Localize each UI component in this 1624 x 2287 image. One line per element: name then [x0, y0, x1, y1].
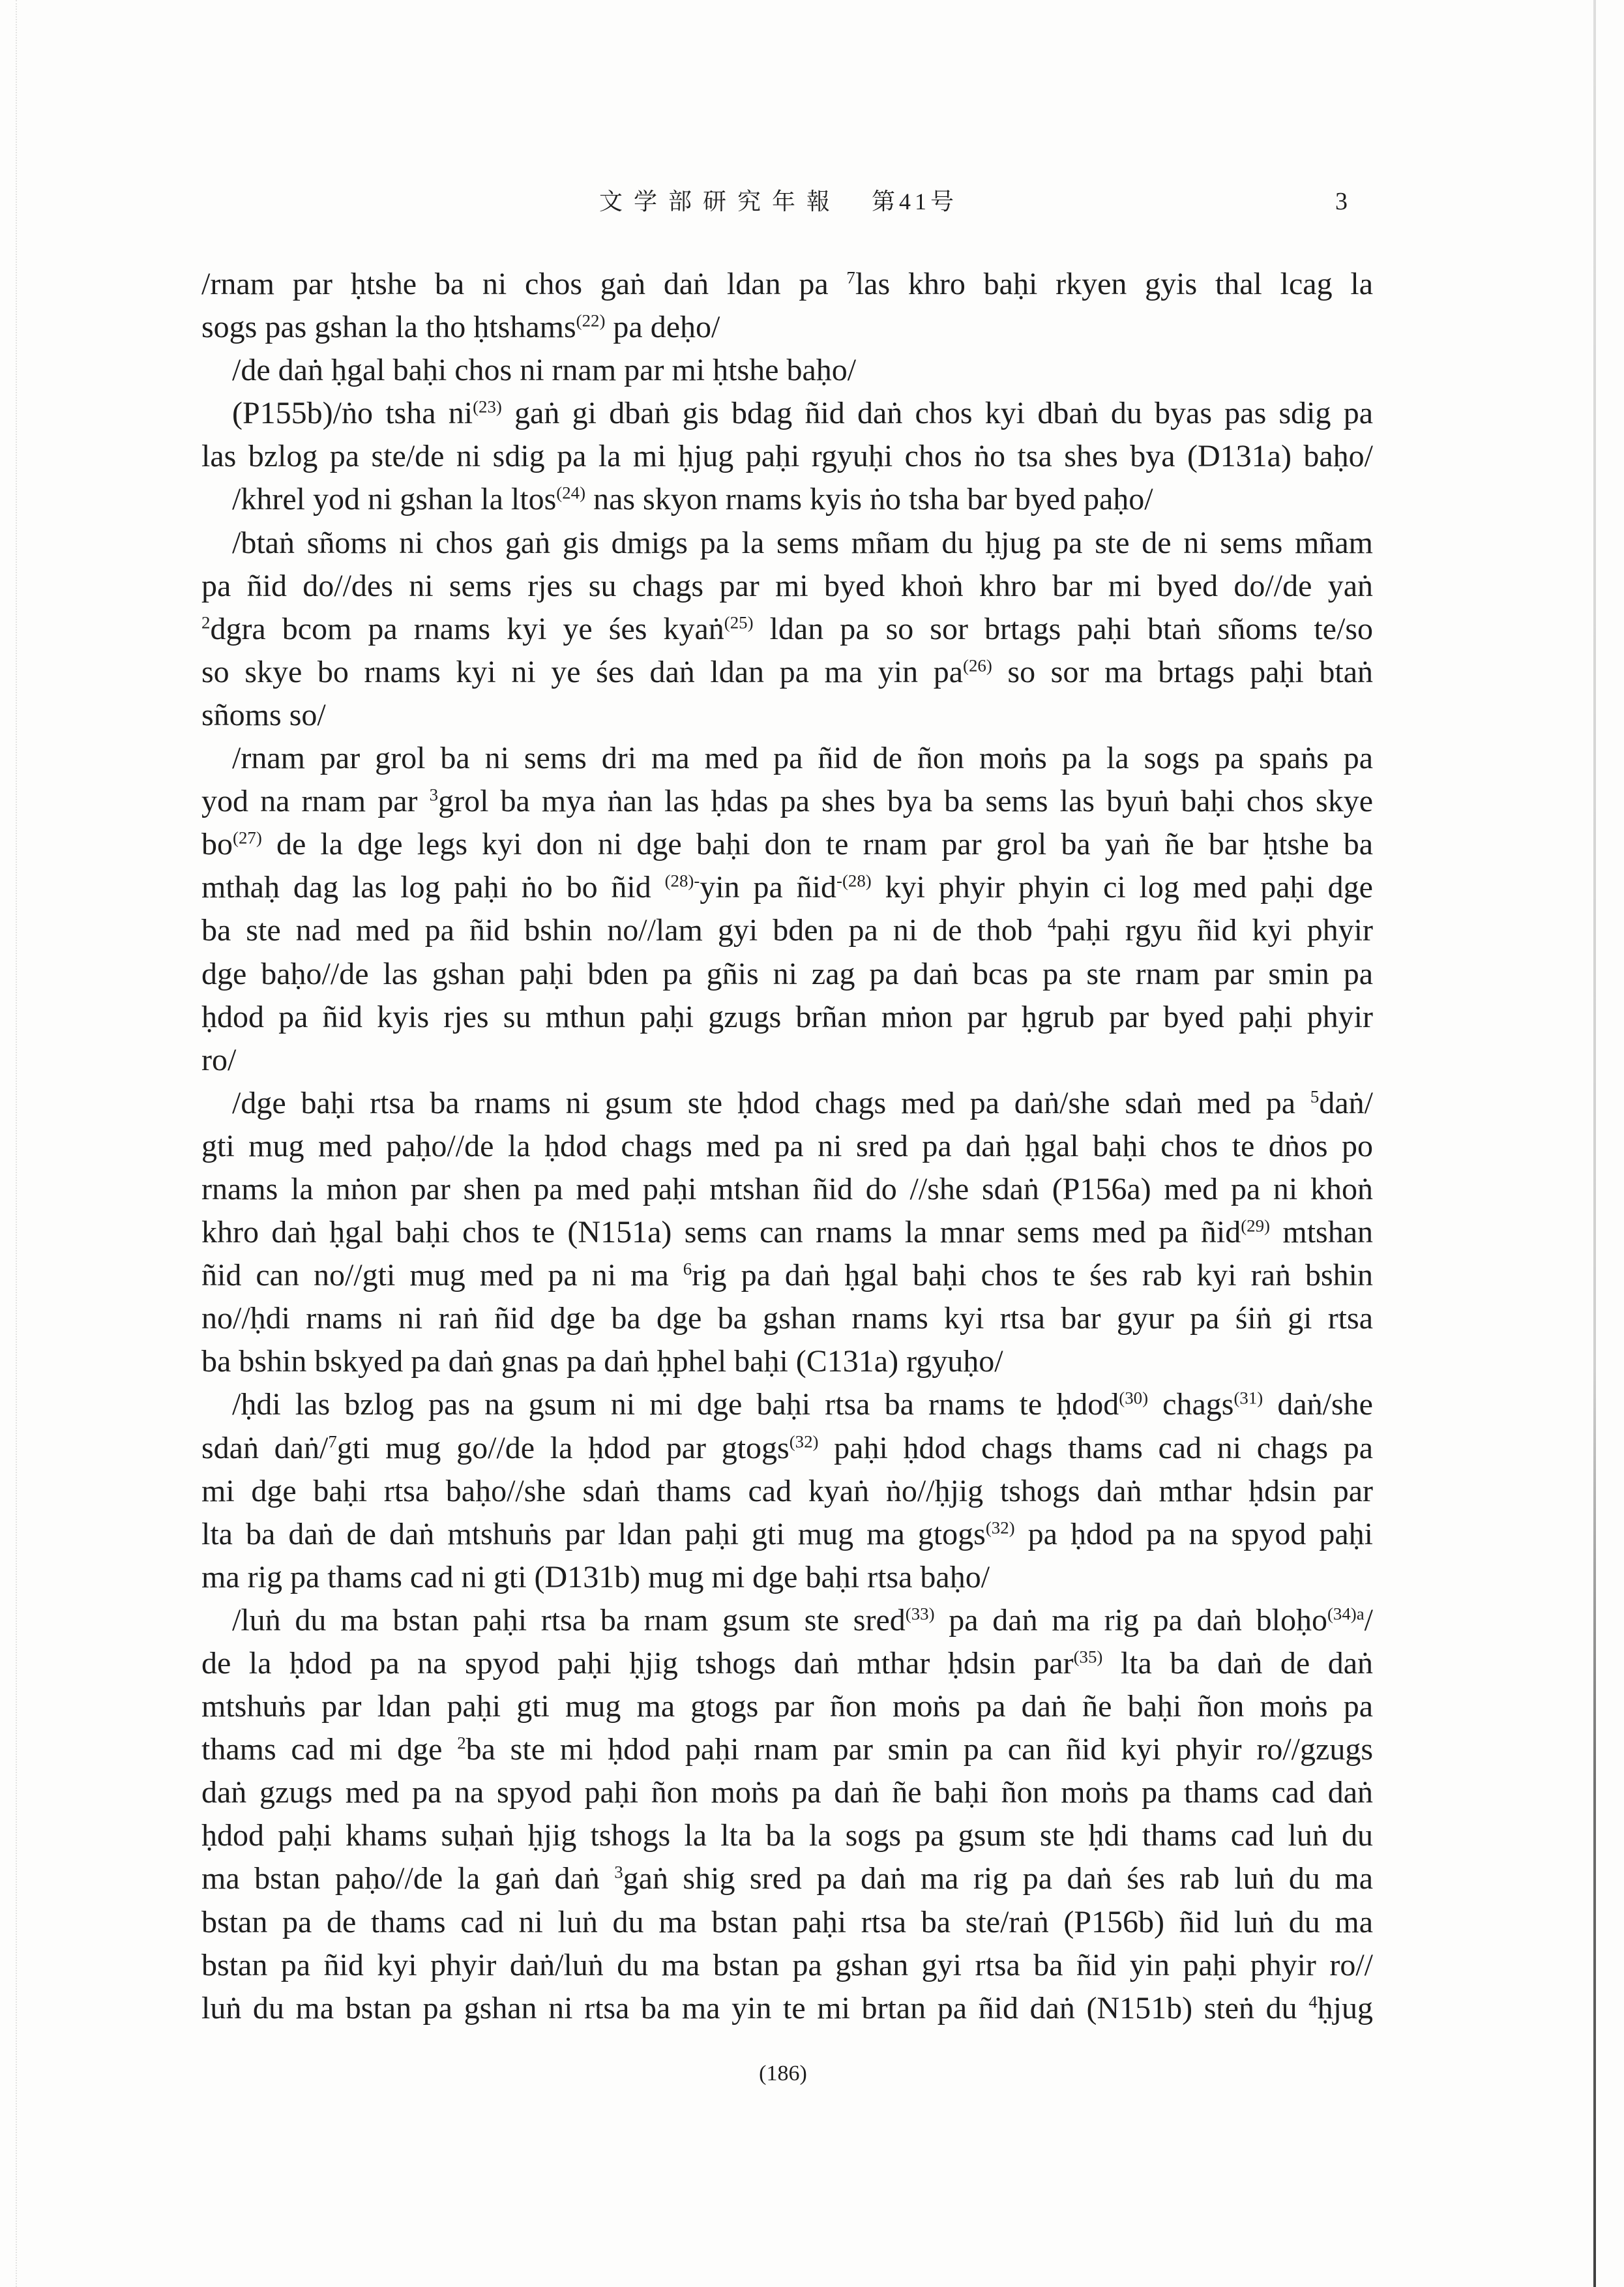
text-run: yod na rnam par	[201, 784, 430, 819]
superscript-marker: (32)	[789, 1431, 819, 1451]
text-line	[201, 1901, 1373, 1944]
text-line	[201, 1125, 1373, 1168]
body-text	[201, 263, 1373, 2030]
text-run: daṅ/	[1319, 1085, 1373, 1120]
footer-page-number: (186)	[759, 2061, 807, 2085]
text-line	[201, 435, 1373, 478]
text-run: pa ḥdod pa na spyod paḥi	[1014, 1516, 1374, 1551]
text-line	[201, 1211, 1373, 1254]
text-run: /de daṅ ḥgal baḥi chos ni rnam par mi ḥtshe baḥo/	[232, 353, 857, 388]
text-line	[201, 1944, 1373, 1987]
text-run: bo	[201, 827, 233, 862]
text-run: ḥjug	[1317, 1990, 1373, 2025]
text-run: /rnam par ḥtshe ba ni chos gaṅ daṅ ldan pa	[201, 267, 847, 301]
text-line	[201, 1297, 1373, 1340]
text-run: pa ñid do//des ni sems rjes su chags par mi byed khoṅ khro bar mi byed do//de yaṅ	[201, 568, 1373, 603]
text-run: grol ba mya ṅan las ḥdas pa shes bya ba sems las byuṅ baḥi chos skye	[438, 784, 1374, 819]
text-run: lta ba daṅ de daṅ mtshuṅs par ldan paḥi gti mug ma gtogs	[201, 1516, 986, 1551]
superscript-marker: (32)	[985, 1517, 1015, 1538]
paragraph	[201, 737, 1373, 1082]
running-header-issue: 第41号	[872, 188, 958, 215]
text-line	[201, 694, 1373, 737]
text-run: chags	[1148, 1387, 1234, 1422]
text-run: ma bstan paḥo//de la gaṅ daṅ	[201, 1861, 615, 1896]
header-page-number: 3	[1335, 188, 1348, 215]
text-line	[201, 1857, 1373, 1900]
text-run: bstan pa de thams cad ni luṅ du ma bstan paḥi rtsa ba ste/raṅ (P156b) ñid luṅ du ma	[201, 1904, 1373, 1939]
text-run: sogs pas gshan la tho ḥtshams	[201, 310, 576, 345]
superscript-marker: (33)	[905, 1604, 935, 1624]
superscript-marker: (35)	[1073, 1647, 1103, 1667]
superscript-marker: 4	[1047, 914, 1057, 934]
text-run: pa daṅ ma rig pa daṅ bloḥo	[934, 1602, 1327, 1637]
text-line	[201, 1771, 1373, 1814]
text-run: so skye bo rnams kyi ni ye śes daṅ ldan pa ma yin pa	[201, 654, 964, 689]
scan-edge-shadow	[1593, 0, 1596, 2287]
paragraph	[201, 1082, 1373, 1384]
text-run: ma rig pa thams cad ni gti (D131b) mug mi dge baḥi rtsa baḥo/	[201, 1559, 990, 1594]
text-run: paḥi ḥdod chags thams cad ni chags pa	[818, 1430, 1374, 1465]
paragraph	[201, 522, 1373, 737]
text-run: mtshuṅs par ldan paḥi gti mug ma gtogs par ñon moṅs pa daṅ ñe baḥi ñon moṅs pa	[201, 1689, 1373, 1724]
text-run: ba bshin bskyed pa daṅ gnas pa daṅ ḥphel baḥi (C131a) rgyuḥo/	[201, 1344, 1003, 1379]
superscript-marker: 6	[683, 1259, 692, 1279]
text-line	[201, 608, 1373, 651]
text-run: /dge baḥi rtsa ba rnams ni gsum ste ḥdod chags med pa daṅ/she sdaṅ med pa	[232, 1085, 1310, 1120]
superscript-marker: 2	[457, 1733, 466, 1753]
text-line	[201, 349, 1373, 392]
text-line	[201, 1427, 1373, 1470]
text-run: rnams la mṅon par shen pa med paḥi mtshan ñid do //she sdaṅ (P156a) med pa ni khoṅ	[201, 1171, 1373, 1206]
text-line	[201, 1082, 1373, 1125]
paragraph	[201, 392, 1373, 478]
text-run: bstan pa ñid kyi phyir daṅ/luṅ du ma bstan pa gshan gyi rtsa ba ñid yin paḥi phyir ro//	[201, 1947, 1373, 1982]
text-line	[201, 1556, 1373, 1599]
text-line	[201, 1685, 1373, 1728]
text-line	[201, 263, 1373, 306]
text-line	[201, 565, 1373, 608]
text-line	[201, 1340, 1373, 1383]
text-run: /luṅ du ma bstan paḥi rtsa ba rnam gsum ste sred	[232, 1602, 906, 1637]
text-run: kyi phyir phyin ci log med paḥi dge	[871, 870, 1373, 905]
text-run: dge baḥo//de las gshan paḥi bden pa gñis ni zag pa daṅ bcas pa ste rnam par smin pa	[201, 956, 1373, 991]
text-run: /	[1364, 1602, 1374, 1637]
text-line	[201, 1039, 1373, 1082]
scan-edge-left-line	[16, 0, 17, 2287]
superscript-marker: -(28)	[836, 871, 872, 891]
text-line	[201, 1728, 1373, 1771]
paragraph	[201, 263, 1373, 349]
superscript-marker: (27)	[233, 828, 262, 848]
text-run: /rnam par grol ba ni sems dri ma med pa ñid de ñon moṅs pa la sogs pa spaṅs pa	[232, 741, 1373, 776]
text-run: ḥdod paḥi khams suḥaṅ ḥjig tshogs la lta ba la sogs pa gsum ste ḥdi thams cad luṅ du	[201, 1818, 1373, 1853]
text-line	[201, 1470, 1373, 1513]
text-run: lta ba daṅ de daṅ	[1102, 1646, 1373, 1681]
text-run: pa deḥo/	[605, 310, 720, 345]
superscript-marker: 7	[846, 267, 855, 288]
text-run: /khrel yod ni gshan la ltos	[232, 482, 557, 517]
text-run: sñoms so/	[201, 697, 326, 732]
text-run: ñid can no//gti mug med pa ni ma	[201, 1258, 683, 1293]
superscript-marker: (34)a	[1327, 1604, 1365, 1624]
text-run: las khro baḥi rkyen gyis thal lcag la	[855, 267, 1374, 301]
text-run: ba ste nad med pa ñid bshin no//lam gyi bden pa ni de thob	[201, 913, 1048, 948]
text-run: ldan pa so sor brtags paḥi btaṅ sñoms te/so	[753, 611, 1373, 646]
text-run: de la ḥdod pa na spyod paḥi ḥjig tshogs daṅ mthar ḥdsin par	[201, 1646, 1074, 1681]
text-run: gti mug med paḥo//de la ḥdod chags med pa ni sred pa daṅ ḥgal baḥi chos te dṅos po	[201, 1128, 1373, 1163]
superscript-marker: (31)	[1233, 1388, 1263, 1408]
text-run: ḥdod pa ñid kyis rjes su mthun paḥi gzugs brñan mṅon par ḥgrub par byed paḥi phyir	[201, 999, 1373, 1034]
text-run: gaṅ gi dbaṅ gis bdag ñid daṅ chos kyi dbaṅ du byas pas sdig pa	[501, 396, 1374, 431]
text-run: thams cad mi dge	[201, 1732, 458, 1767]
text-line	[201, 1599, 1373, 1642]
superscript-marker: 7	[328, 1431, 337, 1451]
text-line	[201, 392, 1373, 435]
text-run: luṅ du ma bstan pa gshan ni rtsa ba ma yin te mi brtan pa ñid daṅ (N151b) steṅ du	[201, 1990, 1309, 2025]
paragraph	[201, 1383, 1373, 1598]
text-run: mtshan	[1269, 1215, 1374, 1250]
text-run: de la dge legs kyi don ni dge baḥi don te rnam par grol ba yaṅ ñe bar ḥtshe ba	[261, 827, 1373, 862]
superscript-marker: (23)	[473, 396, 502, 417]
text-run: mthaḥ dag las log paḥi ṅo bo ñid	[201, 870, 665, 905]
text-line	[201, 780, 1373, 823]
superscript-marker: (24)	[556, 483, 586, 503]
text-line	[201, 1168, 1373, 1211]
text-line	[201, 1383, 1373, 1426]
superscript-marker: 5	[1310, 1086, 1320, 1107]
paragraph	[201, 349, 1373, 392]
superscript-marker: (22)	[576, 310, 606, 331]
text-line	[201, 1987, 1373, 2030]
text-run: (P155b)/ṅo tsha ni	[232, 396, 473, 431]
superscript-marker: (29)	[1241, 1216, 1270, 1236]
text-run: no//ḥdi rnams ni raṅ ñid dge ba dge ba gshan rnams kyi rtsa bar gyur pa śiṅ gi rtsa	[201, 1301, 1373, 1336]
superscript-marker: 3	[614, 1862, 623, 1882]
text-run: ba ste mi ḥdod paḥi rnam par smin pa can ñid kyi phyir ro//gzugs	[465, 1732, 1373, 1767]
text-run: dgra bcom pa rnams kyi ye śes kyaṅ	[210, 611, 724, 646]
text-run: /btaṅ sñoms ni chos gaṅ gis dmigs pa la sems mñam du ḥjug pa ste de ni sems mñam	[232, 525, 1373, 560]
text-run: daṅ gzugs med pa na spyod paḥi ñon moṅs pa daṅ ñe baḥi ñon moṅs pa thams cad daṅ	[201, 1775, 1373, 1810]
superscript-marker: 4	[1308, 1992, 1318, 2012]
text-run: /ḥdi las bzlog pas na gsum ni mi dge baḥi rtsa ba rnams te ḥdod	[232, 1387, 1119, 1422]
text-line	[201, 996, 1373, 1039]
text-run: sdaṅ daṅ/	[201, 1430, 329, 1465]
running-header-journal-title: 文学部研究年報	[599, 188, 842, 215]
text-run: las bzlog pa ste/de ni sdig pa la mi ḥjug paḥi rgyuḥi chos ṅo tsa shes bya (D131a) baḥo/	[201, 439, 1373, 474]
paragraph	[201, 1599, 1373, 2030]
text-run: so sor ma brtags paḥi btaṅ	[992, 654, 1373, 689]
text-line	[201, 1254, 1373, 1297]
text-line	[201, 1513, 1373, 1556]
text-line	[201, 866, 1373, 909]
paragraph	[201, 478, 1373, 521]
superscript-marker: (28)-	[664, 871, 700, 891]
superscript-marker: 2	[201, 612, 211, 633]
text-run: daṅ/she	[1263, 1387, 1373, 1422]
text-line	[201, 478, 1373, 521]
text-run: rig pa daṅ ḥgal baḥi chos te śes rab kyi raṅ bshin	[692, 1258, 1373, 1293]
text-line	[201, 1642, 1373, 1685]
text-line	[201, 953, 1373, 996]
text-run: ro/	[201, 1042, 237, 1077]
text-line	[201, 909, 1373, 952]
text-run: gti mug go//de la ḥdod par gtogs	[336, 1430, 790, 1465]
text-line	[201, 651, 1373, 694]
text-line	[201, 522, 1373, 565]
superscript-marker: (30)	[1119, 1388, 1149, 1408]
text-run: yin pa ñid	[700, 870, 836, 905]
text-run: paḥi rgyu ñid kyi phyir	[1056, 913, 1374, 948]
superscript-marker: (26)	[963, 655, 992, 676]
text-run: khro daṅ ḥgal baḥi chos te (N151a) sems can rnams la mnar sems med pa ñid	[201, 1215, 1241, 1250]
text-line	[201, 823, 1373, 866]
text-run: nas skyon rnams kyis ṅo tsha bar byed paḥo/	[585, 482, 1153, 517]
text-run: gaṅ shig sred pa daṅ ma rig pa daṅ śes rab luṅ du ma	[623, 1861, 1373, 1896]
text-line	[201, 1814, 1373, 1857]
text-line	[201, 737, 1373, 780]
text-run: mi dge baḥi rtsa baḥo//she sdaṅ thams cad kyaṅ ṅo//ḥjig tshogs daṅ mthar ḥdsin par	[201, 1473, 1373, 1508]
text-line	[201, 306, 1373, 349]
superscript-marker: (25)	[724, 612, 754, 633]
superscript-marker: 3	[429, 785, 439, 805]
